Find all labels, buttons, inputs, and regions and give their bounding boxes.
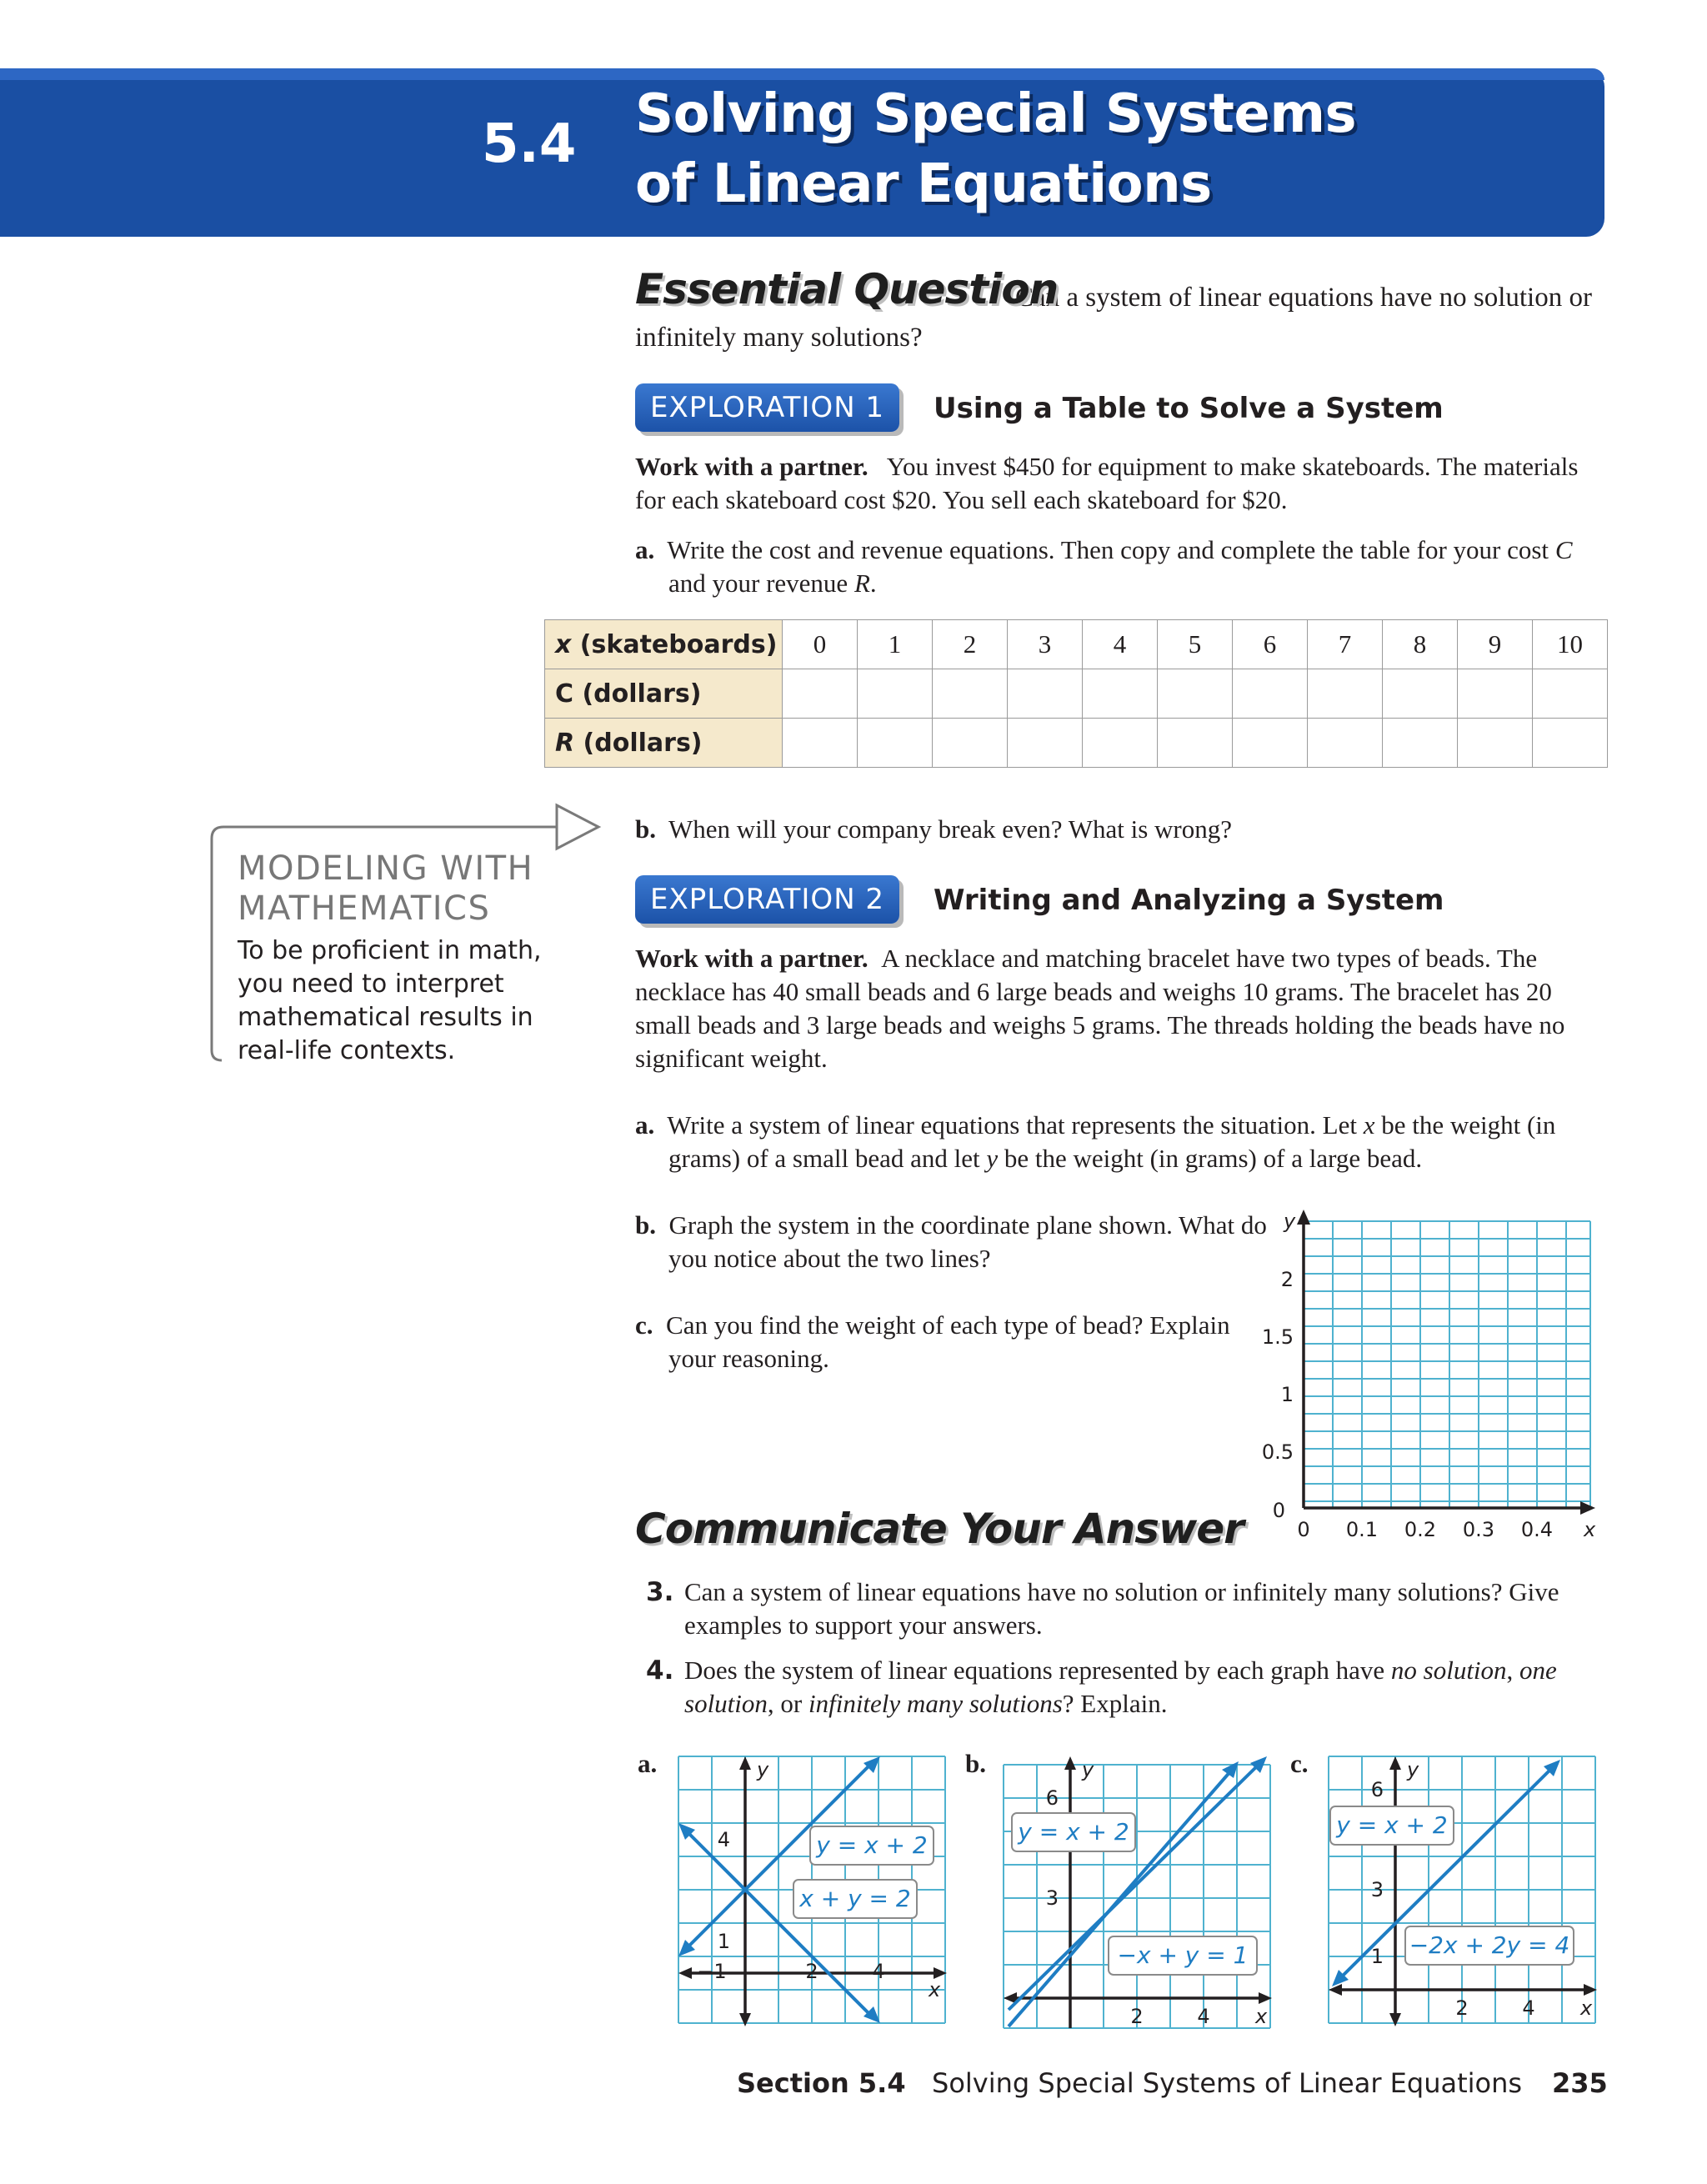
exploration-2-title: Writing and Analyzing a System (934, 884, 1444, 917)
part-a-text-3: . (869, 569, 877, 598)
section-banner-highlight (0, 68, 1604, 80)
graph-c-eq2: −2x + 2y = 4 (1409, 1931, 1570, 1959)
table-cell: 2 (933, 620, 1008, 669)
y-tick: 1.5 (1261, 1325, 1294, 1349)
bead-coordinate-grid (1250, 1205, 1609, 1546)
table-row-r (545, 719, 1608, 768)
part-a-label: a. (635, 535, 655, 564)
q4-text-2: , (1506, 1656, 1520, 1685)
essential-question-text: Can a system of linear equations have no solution or infinitely many solutions? (635, 283, 1592, 353)
arrow-icon (739, 1756, 751, 1770)
part-c-label: c. (635, 1310, 653, 1340)
table-header-r (545, 719, 783, 768)
graph-a-x-label: x (929, 1978, 941, 2001)
page-number: 235 (1552, 2067, 1608, 2099)
question-3-text: Can a system of linear equations have no solution or infinitely many solutions? Give examples to support your answers. (684, 1577, 1559, 1640)
modeling-title (238, 849, 533, 929)
x-tick: 0.4 (1520, 1518, 1554, 1541)
footer-section: Section 5.4 (737, 2067, 906, 2099)
table-cell-empty (1233, 669, 1308, 719)
graph-c-label: c. (1290, 1749, 1309, 1778)
graph-c-callout-1 (1330, 1806, 1454, 1845)
essential-question-heading: Essential Question (635, 265, 1059, 313)
x-axis-arrow-icon (1580, 1501, 1595, 1515)
graph-a-eq2: x + y = 2 (799, 1885, 911, 1912)
section-number: 5.4 (482, 113, 577, 175)
part-a-label: a. (635, 1110, 655, 1140)
graph-b-y-label: y (1082, 1758, 1094, 1781)
graph-c-y-label: y (1407, 1758, 1419, 1781)
q4-text-1: Does the system of linear equations represented by each graph have (684, 1656, 1391, 1685)
graph-c-x-label: x (1580, 1996, 1593, 2020)
arrow-icon (678, 1967, 692, 1979)
y-tick: 0.5 (1261, 1440, 1294, 1464)
y-tick: 3 (1045, 1886, 1059, 1910)
table-cell-empty (858, 669, 933, 719)
y-tick: 3 (1370, 1878, 1384, 1901)
graph-a-callout-2 (793, 1880, 917, 1918)
table-header-c (545, 669, 783, 719)
q4-text-3: , or (767, 1689, 808, 1718)
var-x: x (1363, 1110, 1375, 1140)
q4-option-one-solution: one solution (684, 1656, 1557, 1718)
modeling-title-line1: MODELING WITH (238, 849, 534, 888)
var-y: y (986, 1144, 999, 1173)
x-tick: 0 (1297, 1518, 1310, 1541)
exploration-1-lead: Work with a partner. (635, 452, 869, 481)
graph-b-eq1: y = x + 2 (1018, 1818, 1129, 1846)
x-axis-label: x (1584, 1518, 1596, 1541)
x-tick: 0.2 (1404, 1518, 1437, 1541)
table-cell-empty (1458, 719, 1533, 768)
table-x-label: (skateboards) (571, 629, 778, 659)
table-cell: 8 (1383, 620, 1458, 669)
part-b-label: b. (635, 1210, 656, 1240)
table-cell: 1 (858, 620, 933, 669)
table-header-x (545, 620, 783, 669)
table-cell-empty (933, 669, 1008, 719)
graph-c-eq1: y = x + 2 (1336, 1811, 1448, 1839)
exploration-1-part-a (635, 533, 1602, 600)
exploration-2-text (635, 942, 1602, 1075)
x-tick: −1 (697, 1960, 727, 1983)
exploration-2-part-c (635, 1309, 1269, 1375)
table-cell: 5 (1158, 620, 1233, 669)
exploration-1-text (635, 450, 1602, 517)
graph-b-callout-1 (1012, 1813, 1135, 1851)
y-tick: 1 (1280, 1383, 1294, 1406)
part-a-text-3: be the weight (in grams) of a large bead. (998, 1144, 1423, 1173)
table-cell: 7 (1308, 620, 1383, 669)
table-cell-empty (1383, 719, 1458, 768)
exploration-2-part-a (635, 1109, 1602, 1175)
exploration-1-part-b (635, 813, 1602, 846)
x-tick: 0.1 (1345, 1518, 1379, 1541)
part-a-text-1: Write the cost and revenue equations. Then copy and complete the table for your cost (667, 535, 1555, 564)
modeling-title-line2: MATHEMATICS (238, 889, 491, 928)
grid-lines (1304, 1221, 1590, 1508)
table-row-x (545, 620, 1608, 669)
arrow-icon (739, 2013, 751, 2026)
table-cell-empty (1008, 719, 1083, 768)
part-a-text-2: and your revenue (668, 569, 854, 598)
table-cell-empty (783, 719, 858, 768)
question-4-number: 4. (646, 1656, 674, 1686)
table-cell-empty (1533, 669, 1608, 719)
arrow-icon (1329, 1984, 1342, 1996)
graph-c-callout-2 (1405, 1926, 1574, 1965)
exploration-2-body: A necklace and matching bracelet have two types of beads. The necklace has 40 small beads and 6 large beads and weighs 10 grams. The bracelet has 20 small beads and 3 large beads and weighs 5 grams. The threads holding the beads have no significant weight. (635, 944, 1565, 1073)
page-title-line1: Solving Special Systems (635, 83, 1357, 145)
graph-b (1002, 1755, 1281, 2034)
table-cell-empty (1383, 669, 1458, 719)
graph-c (1327, 1755, 1606, 2034)
exploration-1-title: Using a Table to Solve a System (934, 392, 1444, 425)
table-cell-empty (1233, 719, 1308, 768)
table-cell: 10 (1533, 620, 1608, 669)
question-3 (646, 1575, 1596, 1642)
y-tick: 4 (717, 1828, 730, 1851)
modeling-text: To be proficient in math, you need to interpret mathematical results in real-life contexts. (238, 936, 542, 1065)
y-axis-label: y (1284, 1210, 1296, 1233)
table-x-var: x (555, 629, 572, 659)
question-3-number: 3. (646, 1577, 674, 1607)
table-cell: 4 (1083, 620, 1158, 669)
part-a-text-2: be the weight (in grams) of a small bead and let (668, 1110, 1556, 1173)
exploration-1-badge: EXPLORATION 1 (635, 383, 899, 432)
table-r-label: (dollars) (574, 728, 703, 758)
exploration-2-part-b (635, 1209, 1269, 1275)
x-tick: 4 (872, 1960, 885, 1983)
question-4 (646, 1654, 1596, 1721)
graph-a (677, 1755, 950, 2030)
table-cell-empty (1308, 669, 1383, 719)
page-title-line2: of Linear Equations (635, 153, 1212, 215)
table-cell-empty (1083, 669, 1158, 719)
x-tick: 2 (805, 1960, 818, 1983)
q4-option-infinite: infinitely many solutions (808, 1689, 1063, 1718)
table-cell-empty (1458, 669, 1533, 719)
table-cell: 6 (1233, 620, 1308, 669)
y-tick: 2 (1280, 1268, 1294, 1291)
table-cell-empty (858, 719, 933, 768)
arrow-icon (1389, 2013, 1401, 2026)
table-row-c (545, 669, 1608, 719)
graph-a-y-label: y (757, 1758, 769, 1781)
table-cell: 3 (1008, 620, 1083, 669)
graph-b-label: b. (965, 1749, 986, 1778)
table-cell-empty (1158, 669, 1233, 719)
exploration-1-body: You invest $450 for equipment to make skateboards. The materials for each skateboard cost $20. You sell each skateboard for $20. (635, 452, 1579, 514)
graph-a-label: a. (638, 1749, 658, 1778)
exploration-2-badge: EXPLORATION 2 (635, 875, 899, 924)
graph-c-grid (1329, 1756, 1595, 2023)
y-tick: 6 (1045, 1786, 1059, 1810)
question-4-text (684, 1654, 1596, 1721)
table-cell-empty (1533, 719, 1608, 768)
table-cell-empty (783, 669, 858, 719)
part-b-text: When will your company break even? What is wrong? (668, 814, 1232, 844)
graph-b-eq2: −x + y = 1 (1117, 1941, 1249, 1969)
y-tick: 1 (1370, 1945, 1384, 1968)
communicate-heading: Communicate Your Answer (635, 1505, 1244, 1553)
part-a-text-1: Write a system of linear equations that represents the situation. Let (667, 1110, 1364, 1140)
part-c-text: Can you find the weight of each type of bead? Explain your reasoning. (666, 1310, 1230, 1373)
table-cell: 0 (783, 620, 858, 669)
x-tick: 4 (1522, 1996, 1535, 2020)
x-tick: 2 (1455, 1996, 1469, 2020)
graph-a-callout-1 (810, 1826, 934, 1865)
y-tick: 1 (717, 1930, 730, 1953)
table-cell-empty (1158, 719, 1233, 768)
arrow-icon (1064, 1756, 1076, 1770)
part-b-label: b. (635, 814, 656, 844)
x-tick: 2 (1130, 2005, 1144, 2028)
graph-a-eq1: y = x + 2 (816, 1831, 928, 1859)
table-r-var: R (555, 728, 575, 758)
table-cell: 9 (1458, 620, 1533, 669)
var-c: C (1554, 535, 1573, 564)
graph-b-x-label: x (1255, 2005, 1268, 2028)
y-tick: 0 (1272, 1499, 1285, 1522)
table-cell-empty (1083, 719, 1158, 768)
table-cell-empty (933, 719, 1008, 768)
y-axis-arrow-icon (1297, 1210, 1310, 1225)
exploration-2-lead: Work with a partner. (635, 944, 869, 973)
table-c-label: C (dollars) (555, 679, 702, 709)
part-b-text: Graph the system in the coordinate plane shown. What do you notice about the two lines? (668, 1210, 1267, 1273)
q4-text-4: ? Explain. (1062, 1689, 1168, 1718)
cost-revenue-table (544, 619, 1608, 768)
table-cell-empty (1008, 669, 1083, 719)
y-tick: 6 (1370, 1778, 1384, 1801)
x-tick: 4 (1197, 2005, 1210, 2028)
q4-option-no-solution: no solution (1390, 1656, 1507, 1685)
graph-b-callout-2 (1109, 1936, 1257, 1975)
arrow-icon (1389, 1756, 1401, 1770)
x-tick: 0.3 (1462, 1518, 1495, 1541)
var-r: R (854, 569, 870, 598)
footer-title: Solving Special Systems of Linear Equations (932, 2067, 1523, 2099)
table-cell-empty (1308, 719, 1383, 768)
